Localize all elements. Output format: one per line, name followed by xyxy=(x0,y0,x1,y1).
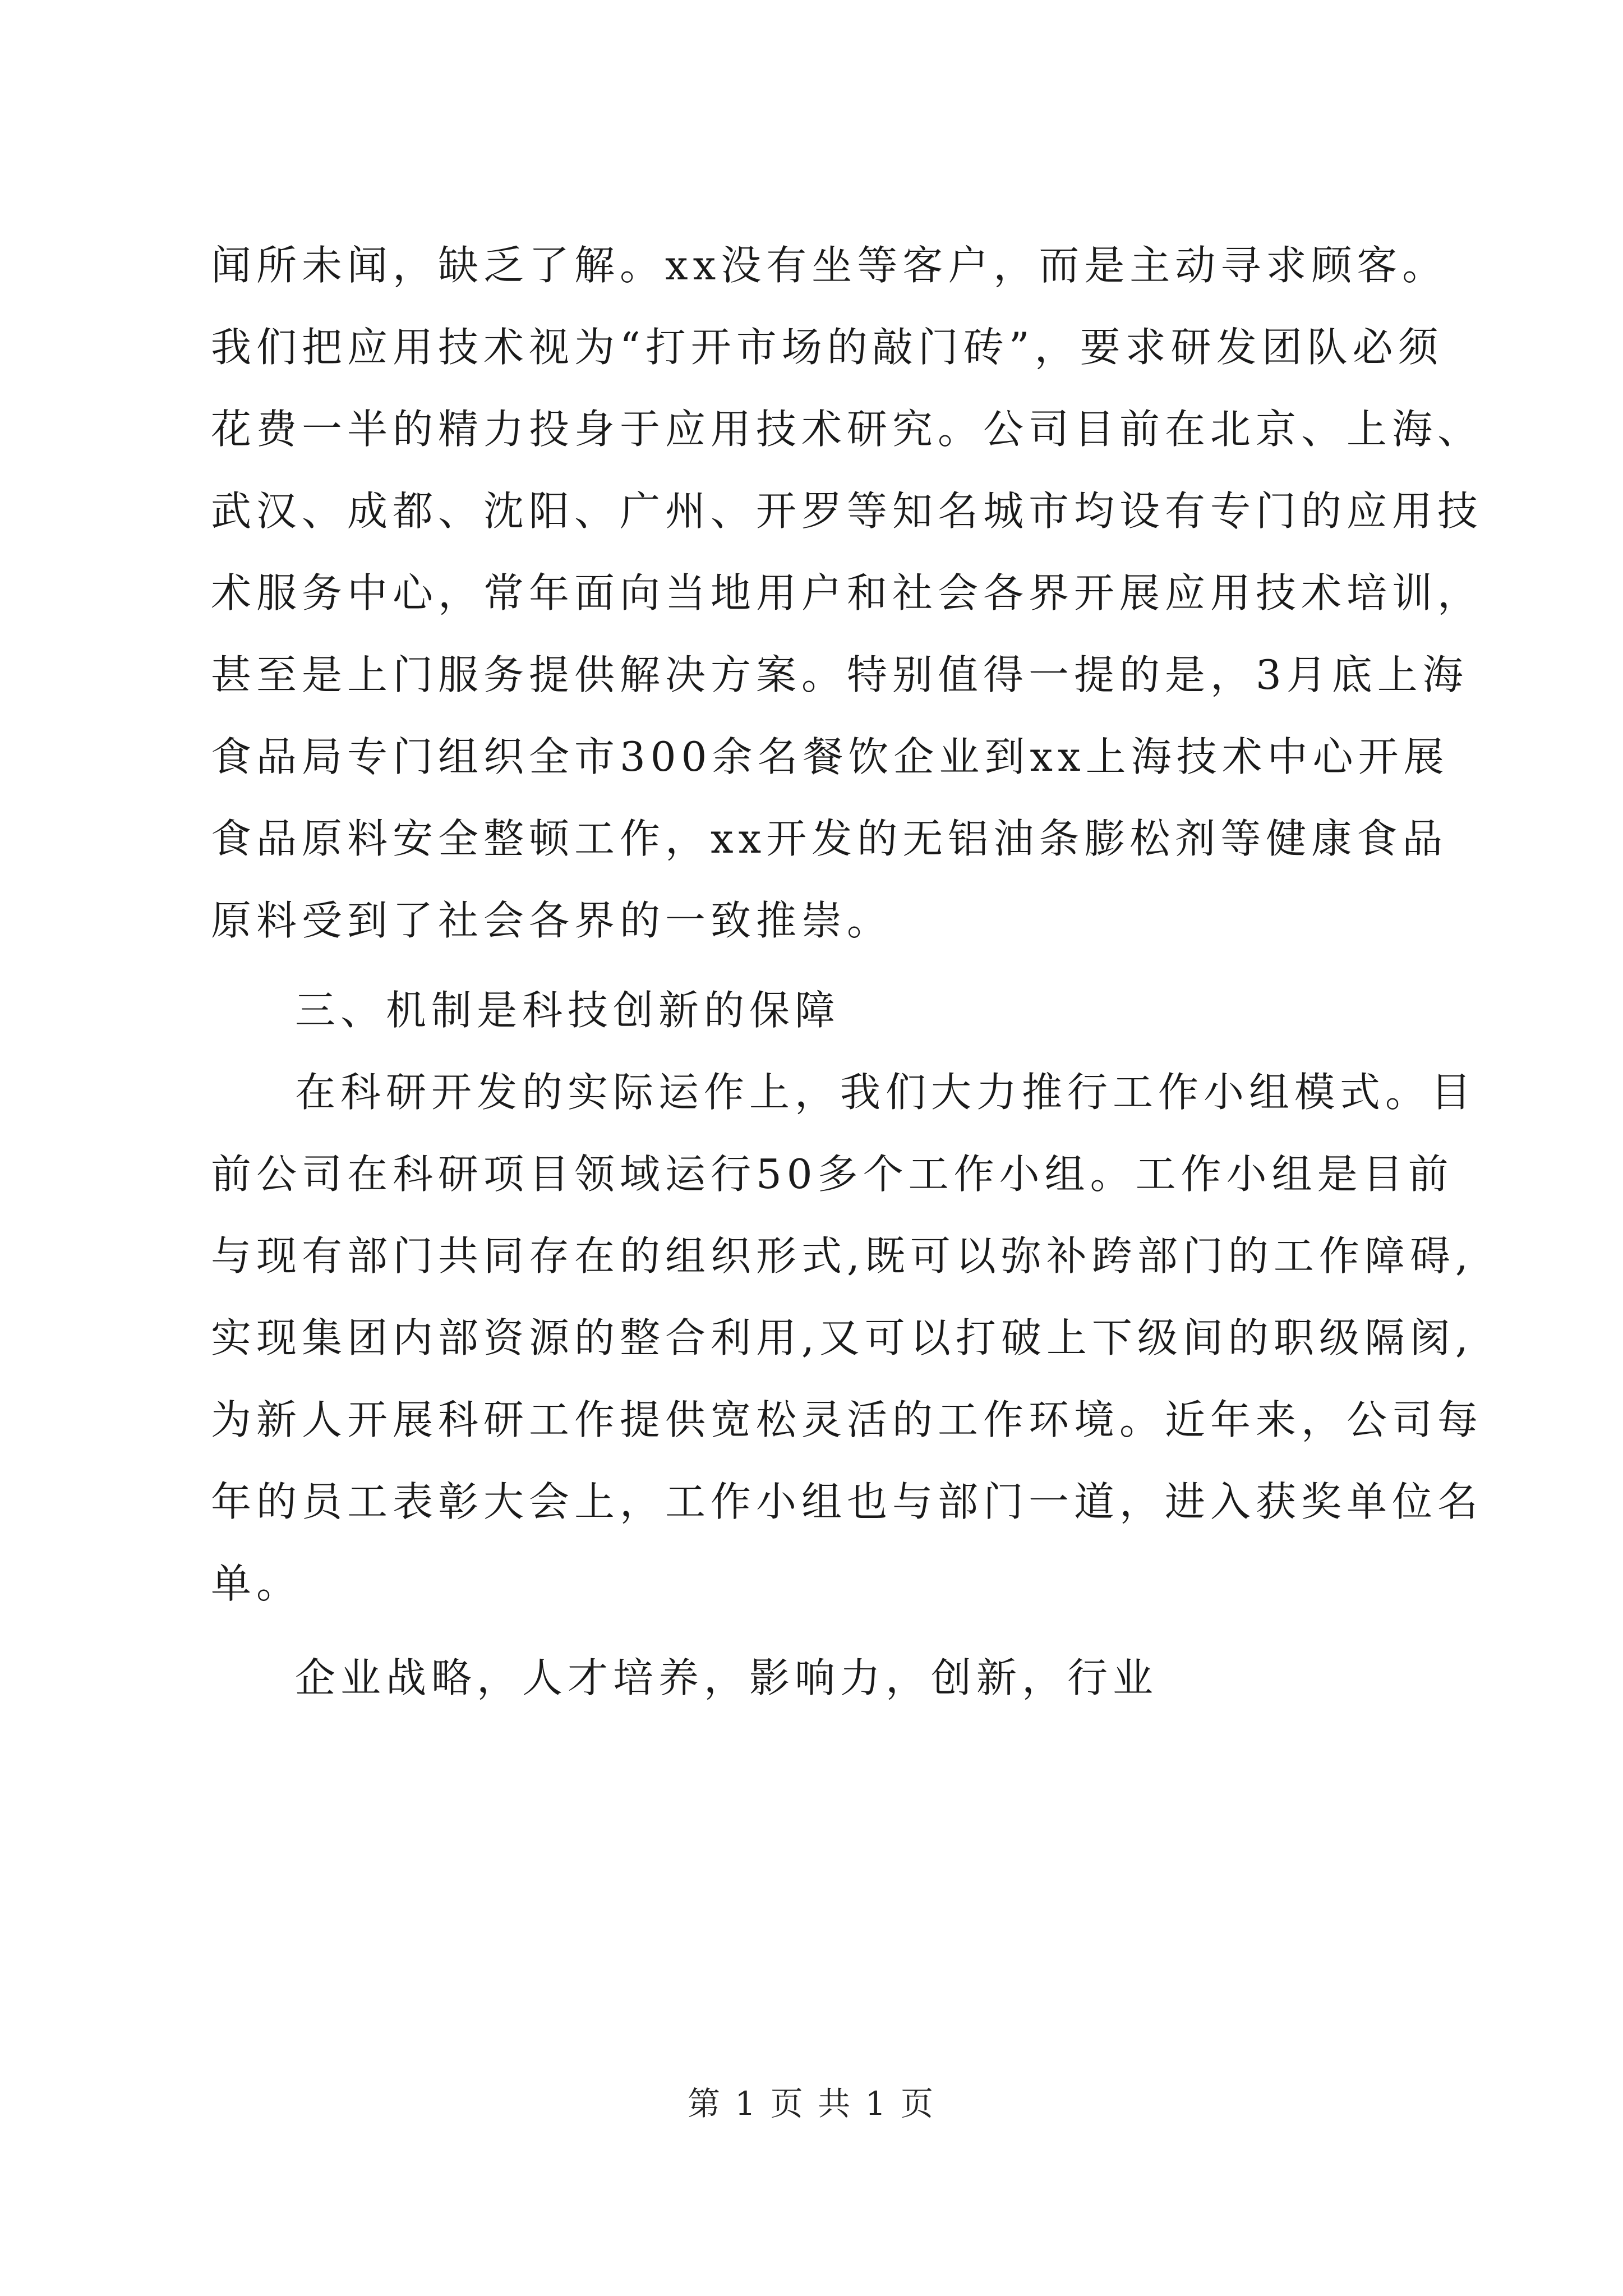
body-line: 武汉、成都、沈阳、广州、开罗等知名城市均设有专门的应用技 xyxy=(211,487,1483,535)
body-line: 原料受到了社会各界的一致推崇。 xyxy=(211,897,893,944)
paragraph-line: 为新人开展科研工作提供宽松灵活的工作环境。近年来，公司每 xyxy=(211,1396,1483,1443)
body-line: 闻所未闻，缺乏了解。xx没有坐等客户，而是主动寻求顾客。 xyxy=(211,242,1448,289)
paragraph-line: 单。 xyxy=(211,1560,302,1607)
keywords: 企业战略，人才培养，影响力，创新，行业 xyxy=(295,1654,1159,1701)
page-number-footer: 第 1 页 共 1 页 xyxy=(688,2085,935,2123)
body-line: 我们把应用技术视为“打开市场的敲门砖”，要求研发团队必须 xyxy=(211,324,1444,371)
body-line: 甚至是上门服务提供解决方案。特别值得一提的是，3月底上海 xyxy=(211,651,1468,698)
body-line: 食品局专门组织全市300余名餐饮企业到xx上海技术中心开展 xyxy=(211,733,1449,780)
paragraph-line: 年的员工表彰大会上，工作小组也与部门一道，进入获奖单位名 xyxy=(211,1478,1483,1525)
paragraph-line: 在科研开发的实际运作上，我们大力推行工作小组模式。目 xyxy=(295,1069,1477,1116)
document-body xyxy=(211,224,1483,1719)
body-line: 食品原料安全整顿工作，xx开发的无铝油条膨松剂等健康食品 xyxy=(211,815,1448,862)
paragraph-line: 前公司在科研项目领域运行50多个工作小组。工作小组是目前 xyxy=(211,1151,1454,1198)
body-line: 术服务中心，常年面向当地用户和社会各界开展应用技术培训， xyxy=(211,569,1483,616)
paragraph-line: 与现有部门共同存在的组织形式,既可以弥补跨部门的工作障碍, xyxy=(211,1232,1473,1280)
body-line: 花费一半的精力投身于应用技术研究。公司目前在北京、上海、 xyxy=(211,406,1483,453)
paragraph-line: 实现集团内部资源的整合利用,又可以打破上下级间的职级隔阂, xyxy=(211,1314,1473,1361)
section-heading: 三、机制是科技创新的保障 xyxy=(295,987,841,1034)
